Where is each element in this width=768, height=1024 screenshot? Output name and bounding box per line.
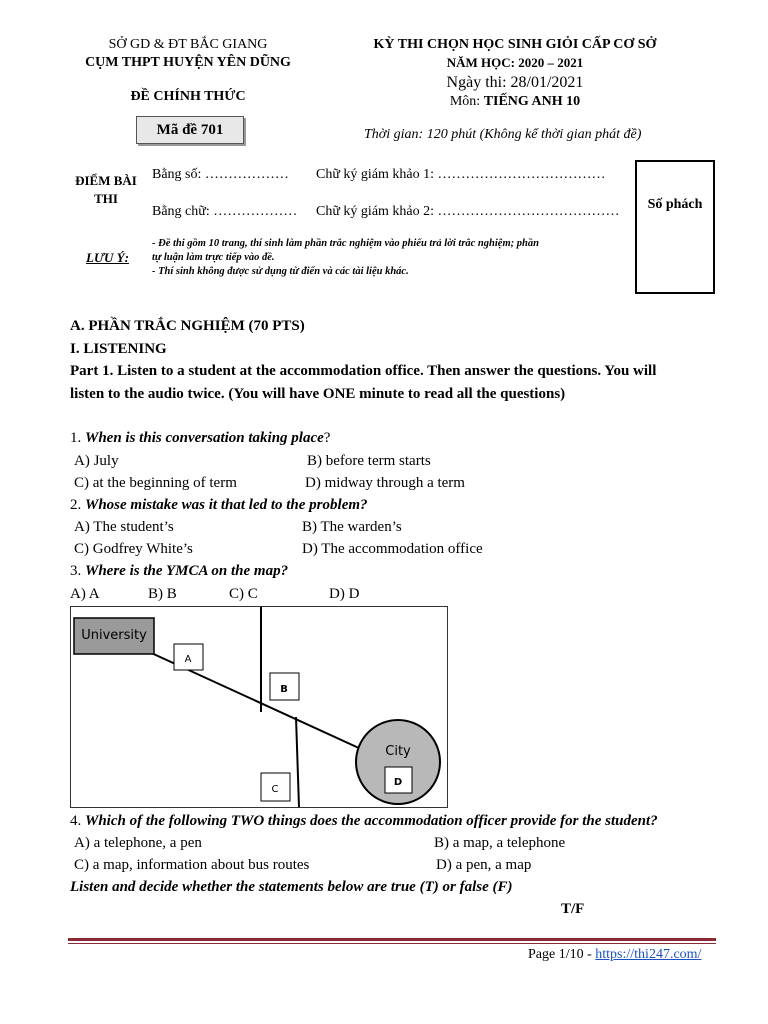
footer-link[interactable]: https://thi247.com/ <box>595 947 702 962</box>
question-1-text: When is this conversation taking place <box>85 430 324 446</box>
question-2-number: 2. <box>70 497 85 513</box>
exam-duration: Thời gian: 120 phút (Không kể thời gian phát đề) <box>364 127 642 142</box>
note-label: LƯU Ý: <box>86 250 129 265</box>
listening-heading: I. LISTENING <box>70 341 167 357</box>
location-d-label: D <box>393 777 403 788</box>
question-4-number: 4. <box>70 813 85 829</box>
school-year: NĂM HỌC: 2020 – 2021 <box>446 55 584 70</box>
q3-option-a[interactable]: A) A <box>70 586 100 602</box>
q3-option-d[interactable]: D) D <box>329 586 360 602</box>
true-false-instruction: Listen and decide whether the statements below are true (T) or false (F) <box>70 879 513 895</box>
question-3-text: Where is the YMCA on the map? <box>85 563 289 579</box>
q2-option-b[interactable]: B) The warden’s <box>302 519 402 535</box>
department-name: SỞ GD & ĐT BẮC GIANG <box>108 37 268 52</box>
school-cluster: CỤM THPT HUYỆN YÊN DŨNG <box>85 55 291 70</box>
question-3 <box>70 563 288 580</box>
q3-option-c[interactable]: C) C <box>229 586 258 602</box>
q1-option-c[interactable]: C) at the beginning of term <box>74 475 237 491</box>
q4-option-a[interactable]: A) a telephone, a pen <box>74 835 202 851</box>
q1-option-a[interactable]: A) July <box>74 453 119 469</box>
location-c-label: C <box>271 784 279 795</box>
section-a-heading: A. PHẦN TRẮC NGHIỆM (70 PTS) <box>70 318 305 334</box>
question-2-text: Whose mistake was it that led to the problem? <box>85 497 368 513</box>
part1-instruction-2: listen to the audio twice. (You will have ONE minute to read all the questions) <box>70 386 566 402</box>
note-line1b: tự luận làm trực tiếp vào đề. <box>152 252 275 263</box>
question-2 <box>70 497 368 514</box>
footer-rule-thin <box>68 943 716 944</box>
q2-option-a[interactable]: A) The student’s <box>74 519 174 535</box>
south-road <box>296 717 299 807</box>
so-phach-box <box>635 160 715 294</box>
exam-date: Ngày thi: 28/01/2021 <box>446 74 584 91</box>
exam-code-box: Mã đề 701 <box>136 116 244 144</box>
city-label: City <box>385 744 411 759</box>
subject-label: Môn: <box>449 94 484 109</box>
map-graphic <box>71 607 447 807</box>
university-label: University <box>81 628 147 643</box>
so-phach-label: Số phách <box>647 197 703 212</box>
subject-name: TIẾNG ANH 10 <box>483 94 581 109</box>
q4-option-c[interactable]: C) a map, information about bus routes <box>74 857 310 873</box>
part1-instruction-1: Part 1. Listen to a student at the accommodation office. Then answer the questions. You will <box>70 363 657 379</box>
note-line2: - Thí sinh không được sử dụng từ điển và các tài liệu khác. <box>152 266 409 277</box>
score-in-words: Bằng chữ: ……………… <box>152 204 298 219</box>
question-1-mark: ? <box>323 430 331 446</box>
score-label: ĐIỂM BÀI <box>75 173 137 188</box>
ymca-map <box>70 606 448 808</box>
question-4-text: Which of the following TWO things does the accommodation officer provide for the student? <box>85 813 658 829</box>
q1-option-b[interactable]: B) before term starts <box>307 453 431 469</box>
page-number: Page 1/10 - <box>528 947 596 962</box>
note-line1: - Đề thi gồm 10 trang, thí sinh làm phần trắc nghiệm vào phiếu trả lời trắc nghiệm; phần <box>152 238 539 249</box>
q2-option-c[interactable]: C) Godfrey White’s <box>74 541 193 557</box>
location-b-label: B <box>280 684 288 695</box>
true-false-header: T/F <box>561 901 585 917</box>
footer-rule-thick <box>68 938 716 941</box>
q3-option-b[interactable]: B) B <box>148 586 177 602</box>
q2-option-d[interactable]: D) The accommodation office <box>302 541 483 557</box>
question-4 <box>70 813 658 830</box>
question-3-number: 3. <box>70 563 85 579</box>
official-label: ĐỀ CHÍNH THỨC <box>130 89 246 104</box>
q1-option-d[interactable]: D) midway through a term <box>305 475 465 491</box>
subject-line <box>400 94 630 110</box>
examiner2-signature: Chữ ký giám khảo 2: ………………………………… <box>316 204 620 219</box>
examiner1-signature: Chữ ký giám khảo 1: ……………………………… <box>316 167 606 182</box>
question-1 <box>70 430 330 447</box>
q4-option-b[interactable]: B) a map, a telephone <box>434 835 566 851</box>
score-label-2: THI <box>94 191 118 206</box>
q4-option-d[interactable]: D) a pen, a map <box>436 857 532 873</box>
location-a-label: A <box>184 654 192 665</box>
exam-title: KỲ THI CHỌN HỌC SINH GIỎI CẤP CƠ SỞ <box>373 37 657 52</box>
page-footer <box>528 947 701 963</box>
question-1-number: 1. <box>70 430 85 446</box>
score-in-numbers: Bằng số: ……………… <box>152 167 289 182</box>
